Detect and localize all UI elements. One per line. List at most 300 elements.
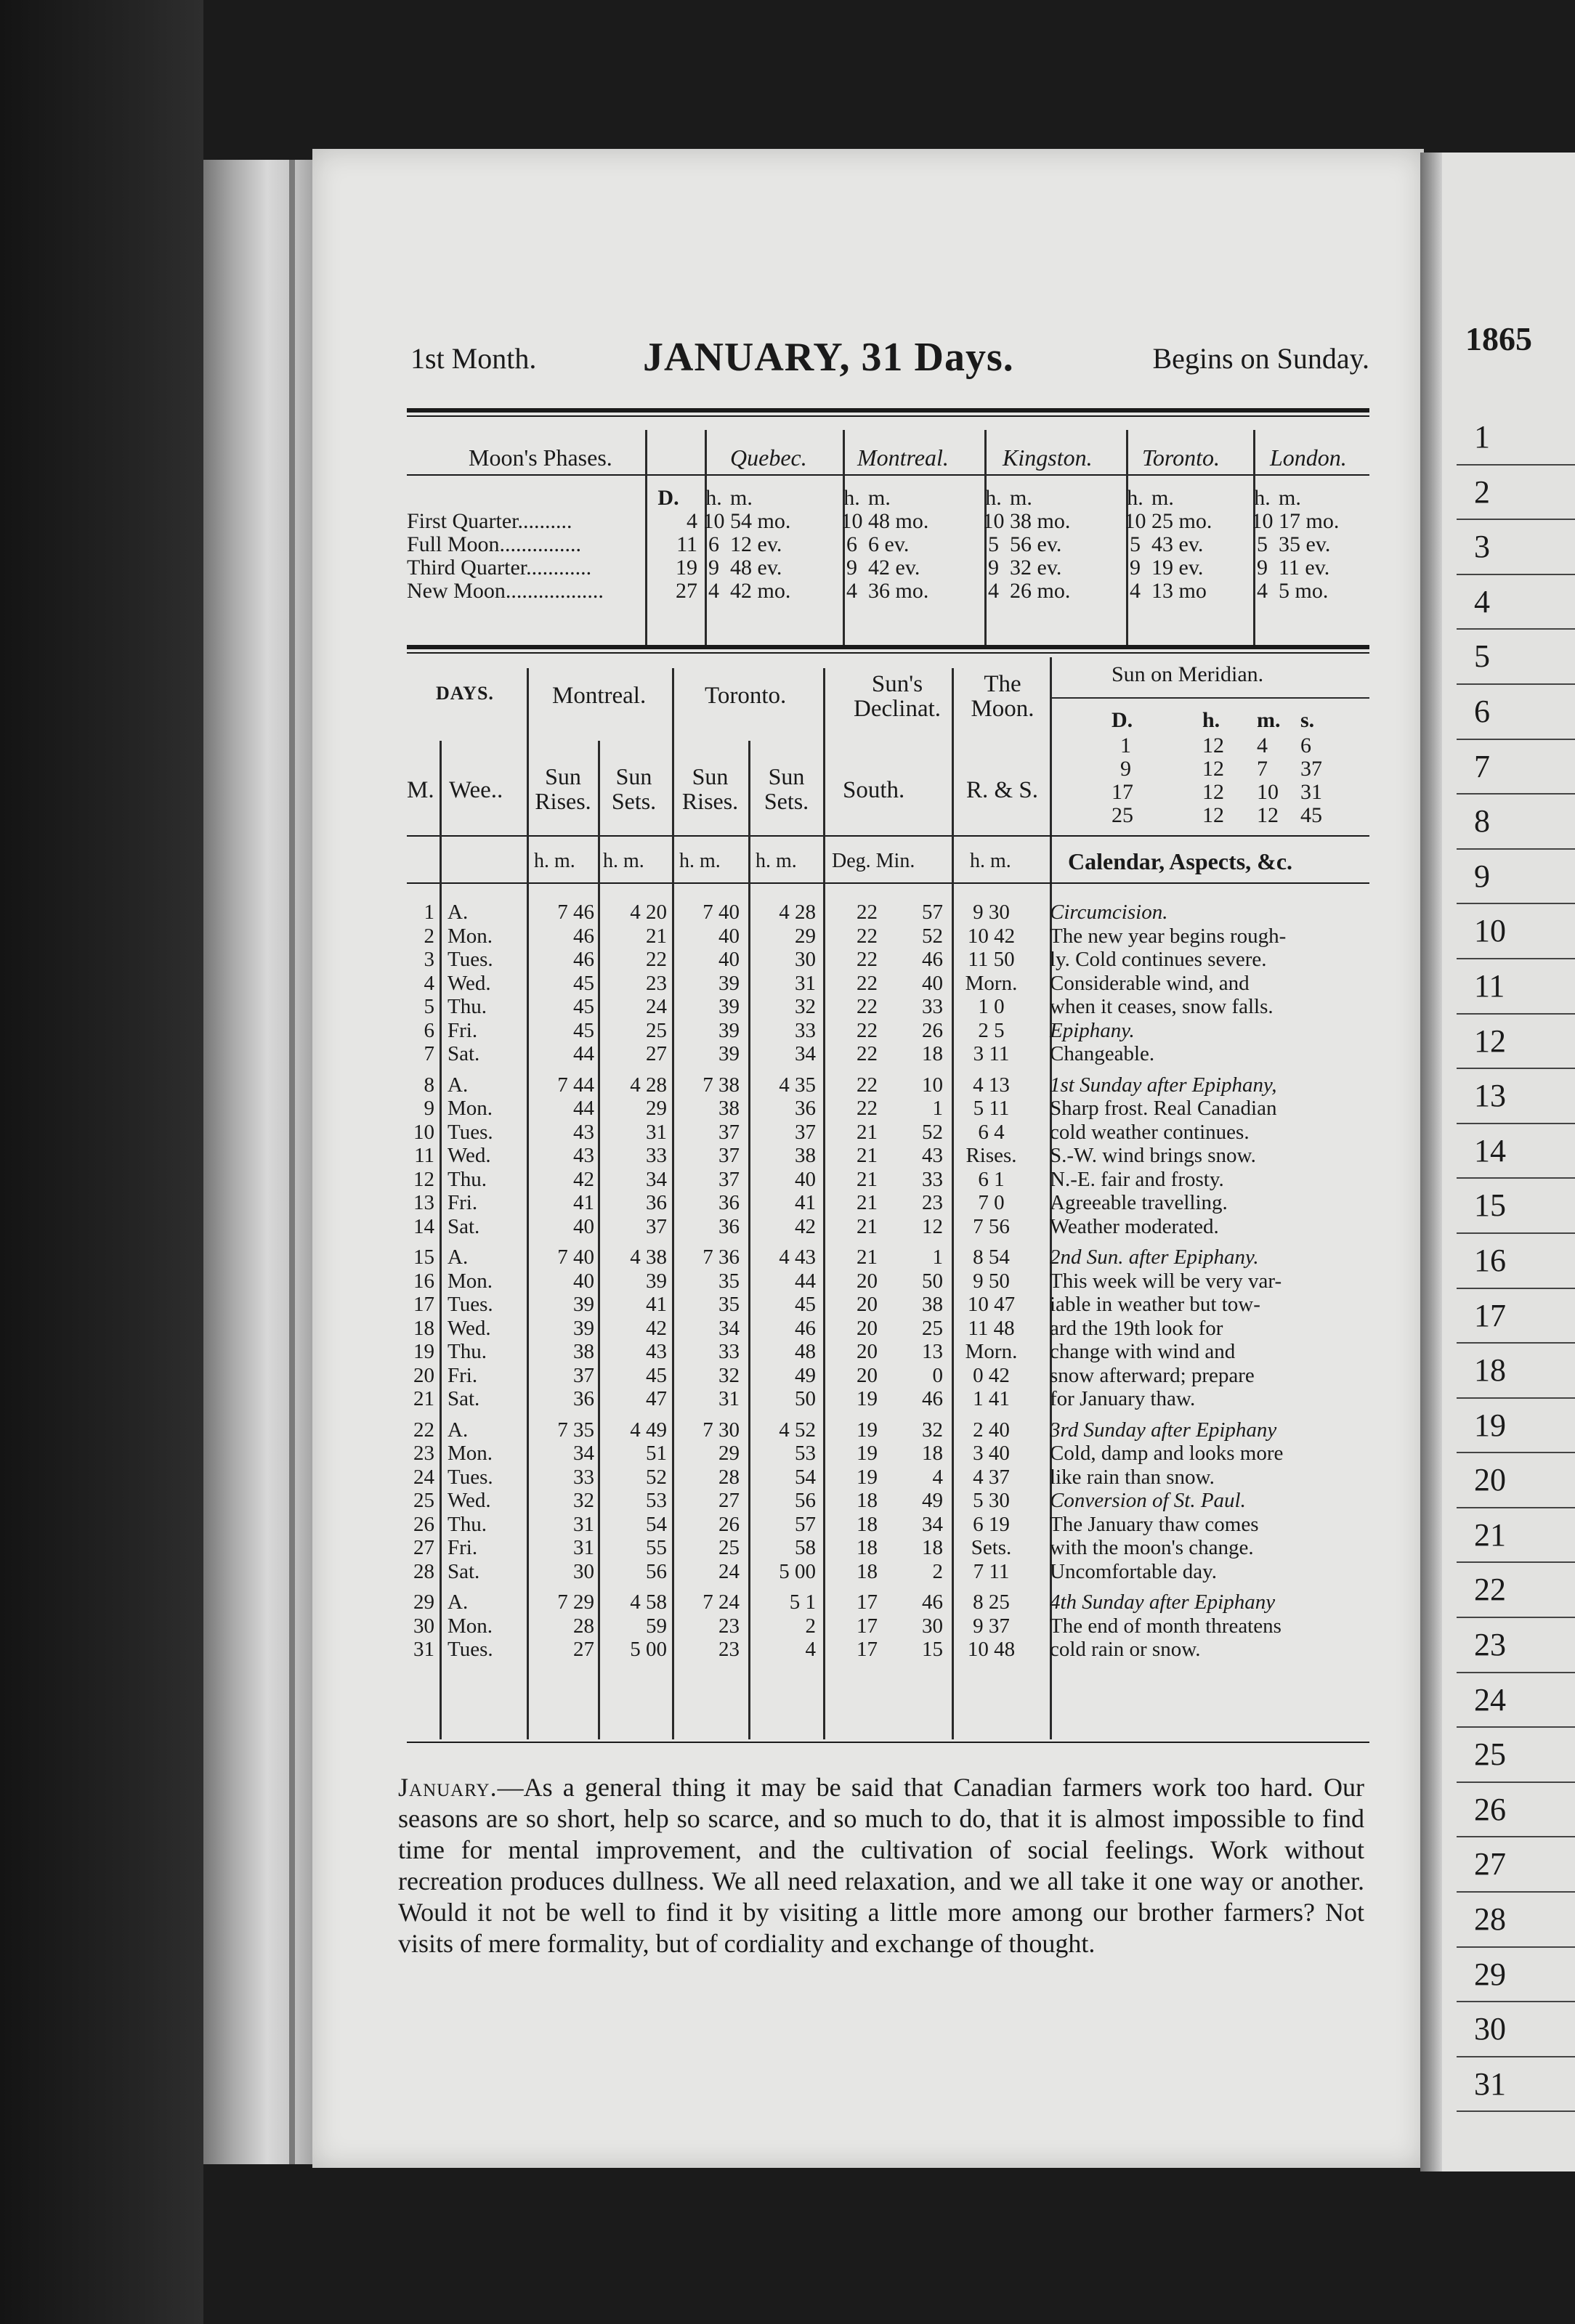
calendar-note: Circumcision. (1050, 901, 1168, 924)
montreal-rises: 43 (573, 1120, 594, 1144)
moon-phase-day: 4 (687, 509, 697, 533)
montreal-rises: 7 35 (557, 1418, 594, 1442)
city-kingston: Kingston. (1003, 444, 1093, 471)
montreal-sets: 55 (646, 1536, 667, 1559)
weekday: Tues. (448, 1293, 493, 1316)
weekday: Thu. (448, 1167, 487, 1191)
next-page-day-number: 12 (1457, 1015, 1575, 1070)
day-row (407, 1042, 1370, 1066)
begins-on: Begins on Sunday. (1152, 342, 1369, 375)
day-row (407, 948, 1370, 972)
moon-rise-set: Rises. (965, 1144, 1017, 1167)
toronto-sets: 2 (805, 1614, 816, 1638)
weekday: A. (448, 901, 469, 924)
montreal-rises: 44 (573, 1097, 594, 1120)
declination-deg: 22 (857, 901, 878, 924)
toronto-rises: 37 (718, 1167, 740, 1191)
day-of-month: 30 (413, 1614, 434, 1638)
declination-deg: 22 (857, 995, 878, 1018)
moon-unit-h: h. (705, 486, 722, 510)
day-of-month: 11 (414, 1144, 434, 1167)
toronto-rises: 39 (718, 1018, 740, 1042)
moon-phase-hour: 5 (988, 532, 999, 556)
toronto-sets: 36 (795, 1097, 816, 1120)
day-row (407, 1466, 1370, 1490)
declination-min: 57 (922, 901, 943, 924)
calendar-note: 3rd Sunday after Epiphany (1050, 1418, 1277, 1442)
montreal-rises: 28 (573, 1614, 594, 1638)
meridian-label: Sun on Meridian. (1112, 662, 1264, 686)
next-page-edge (1442, 153, 1575, 2171)
week-separator (407, 1066, 1370, 1073)
day-of-month: 13 (413, 1191, 434, 1214)
moon-header: The Moon. (971, 671, 1035, 722)
toronto-sets: 4 43 (779, 1246, 816, 1269)
toronto-sets: 49 (795, 1363, 816, 1387)
day-of-month: 10 (413, 1120, 434, 1144)
toronto-rises: 40 (718, 948, 740, 971)
day-row (407, 1293, 1370, 1317)
moon-phase-min: 11 ev. (1279, 556, 1330, 580)
moon-phase-hour: 6 (708, 532, 719, 556)
moon-rise-set: 10 47 (967, 1293, 1016, 1316)
calendar-note: The end of month threatens (1050, 1614, 1282, 1638)
declination-min: 32 (922, 1418, 943, 1442)
declination-min: 33 (922, 995, 943, 1018)
moon-phase-hour: 10 (1124, 509, 1146, 533)
calendar-note: Considerable wind, and (1050, 971, 1250, 995)
meridian-value: 37 (1300, 757, 1322, 781)
toronto-sets: 33 (795, 1018, 816, 1042)
moon-phase-name: First Quarter.......... (407, 509, 572, 533)
day-row (407, 1489, 1370, 1513)
day-of-month: 5 (424, 995, 434, 1018)
calendar-header: Calendar, Aspects, &c. (1068, 848, 1293, 874)
moon-rise-set: 3 40 (973, 1442, 1010, 1465)
moon-unit-m: m. (868, 486, 891, 510)
day-of-month: 16 (413, 1269, 434, 1293)
calendar-note: Conversion of St. Paul. (1050, 1489, 1246, 1512)
moon-rise-set: 4 37 (973, 1465, 1010, 1489)
meridian-value: 25 (1112, 803, 1133, 827)
montreal-sets: 59 (646, 1614, 667, 1638)
meridian-col-header: s. (1300, 708, 1315, 732)
montreal-sets: 4 38 (630, 1246, 667, 1269)
declination-min: 4 (932, 1465, 943, 1489)
toronto-sets: 56 (795, 1489, 816, 1512)
declination-min: 2 (932, 1559, 943, 1583)
montreal-sets: 4 20 (630, 901, 667, 924)
week-separator (407, 1238, 1370, 1246)
toronto-rises: 37 (718, 1144, 740, 1167)
declination-min: 25 (922, 1316, 943, 1340)
moon-header-rule (407, 474, 1369, 476)
declination-deg: 18 (857, 1536, 878, 1559)
moon-phase-hour: 6 (846, 532, 857, 556)
weekday: Thu. (448, 1512, 487, 1536)
weekday: Mon. (448, 1614, 493, 1638)
declination-min: 52 (922, 924, 943, 948)
weekday: Wed. (448, 1489, 491, 1512)
montreal-rises: 42 (573, 1167, 594, 1191)
declination-min: 18 (922, 1442, 943, 1465)
toronto-sets: 45 (795, 1293, 816, 1316)
day-row (407, 1246, 1370, 1269)
declination-deg: 17 (857, 1614, 878, 1638)
january-note (398, 1772, 1364, 1959)
montreal-sets: 29 (646, 1097, 667, 1120)
day-of-month: 25 (413, 1489, 434, 1512)
day-row (407, 1215, 1370, 1239)
meridian-value: 12 (1202, 803, 1224, 827)
day-row (407, 1073, 1370, 1097)
moon-rise-set: 6 19 (973, 1512, 1010, 1536)
day-row (407, 1590, 1370, 1614)
moon-bottom-rule-thin (407, 652, 1369, 654)
day-of-month: 19 (413, 1340, 434, 1363)
week-separator-cell (407, 1066, 1370, 1073)
moon-phase-min: 35 ev. (1279, 532, 1331, 556)
calendar-note: iable in weather but tow- (1050, 1293, 1260, 1316)
moon-rise-set: 7 0 (978, 1191, 1005, 1214)
weekday: Sat. (448, 1387, 480, 1410)
weekday: Sat. (448, 1214, 480, 1238)
next-page-day-number: 9 (1457, 850, 1575, 905)
moon-unit-d: D. (657, 486, 679, 510)
day-of-month: 26 (413, 1512, 434, 1536)
week-separator (407, 1583, 1370, 1590)
montreal-rises: 39 (573, 1293, 594, 1316)
moon-rise-set: 9 50 (973, 1269, 1010, 1293)
montreal-rises: 43 (573, 1144, 594, 1167)
calendar-note: This week will be very var- (1050, 1269, 1282, 1293)
day-of-month: 6 (424, 1018, 434, 1042)
toronto-rises: 23 (718, 1638, 740, 1661)
montreal-sets: 41 (646, 1293, 667, 1316)
day-of-month: 12 (413, 1167, 434, 1191)
montreal-sets: 52 (646, 1465, 667, 1489)
day-of-month: 23 (413, 1442, 434, 1465)
rs-header: R. & S. (966, 777, 1039, 803)
declination-deg: 20 (857, 1316, 878, 1340)
hm-montreal-rises: h. m. (534, 850, 575, 872)
moon-phase-name: New Moon.................. (407, 579, 604, 603)
calendar-note: cold rain or snow. (1050, 1638, 1201, 1661)
weekday: Thu. (448, 1340, 487, 1363)
declination-min: 26 (922, 1018, 943, 1042)
montreal-sets: 31 (646, 1120, 667, 1144)
weekday: A. (448, 1073, 469, 1097)
montreal-sets: 4 49 (630, 1418, 667, 1442)
moon-bottom-rule (407, 645, 1369, 649)
meridian-value: 1 (1120, 734, 1131, 757)
moon-phase-min: 13 mo (1151, 579, 1207, 603)
meridian-value: 10 (1257, 780, 1279, 804)
next-page-day-number: 25 (1457, 1728, 1575, 1783)
calendar-note: ly. Cold continues severe. (1050, 948, 1267, 971)
meridian-value: 31 (1300, 780, 1322, 804)
day-row (407, 925, 1370, 948)
scan-background (0, 0, 203, 2324)
montreal-rises: 31 (573, 1512, 594, 1536)
declination-min: 46 (922, 1590, 943, 1614)
moon-phase-min: 5 mo. (1279, 579, 1329, 603)
montreal-rises: 46 (573, 948, 594, 971)
declination-min: 43 (922, 1144, 943, 1167)
page-gutter (1420, 153, 1442, 2171)
montreal-rises: 32 (573, 1489, 594, 1512)
montreal-sets: 27 (646, 1042, 667, 1065)
day-of-month: 1 (424, 901, 434, 924)
weekday: Fri. (448, 1536, 478, 1559)
next-page-day-number: 3 (1457, 520, 1575, 575)
montreal-sets: 5 00 (630, 1638, 667, 1661)
toronto-sun-sets: Sun Sets. (764, 763, 809, 814)
calendar-note: when it ceases, snow falls. (1050, 995, 1274, 1018)
declination-deg: 20 (857, 1293, 878, 1316)
montreal-rises: 7 44 (557, 1073, 594, 1097)
meridian-value: 9 (1120, 757, 1131, 781)
moon-rise-set: 6 4 (978, 1120, 1005, 1144)
meridian-value: 45 (1300, 803, 1322, 827)
declination-min: 52 (922, 1120, 943, 1144)
calendar-note: Agreeable travelling. (1050, 1191, 1228, 1214)
montreal-sets: 4 28 (630, 1073, 667, 1097)
moon-rise-set: 2 5 (978, 1018, 1005, 1042)
declination-deg: 17 (857, 1638, 878, 1661)
declination-min: 30 (922, 1614, 943, 1638)
moon-phase-min: 32 ev. (1010, 556, 1062, 580)
montreal-header: Montreal. (552, 683, 647, 709)
declination-deg: 22 (857, 948, 878, 971)
week-separator-cell (407, 1238, 1370, 1246)
toronto-rises: 23 (718, 1614, 740, 1638)
moon-rise-set: 5 30 (973, 1489, 1010, 1512)
toronto-sets: 4 (805, 1638, 816, 1661)
meridian-col-header: D. (1112, 708, 1133, 732)
weekday: Thu. (448, 995, 487, 1018)
next-page-day-number: 29 (1457, 1948, 1575, 2003)
calendar-note: Changeable. (1050, 1042, 1155, 1065)
day-of-month: 31 (413, 1638, 434, 1661)
toronto-rises: 31 (718, 1387, 740, 1410)
montreal-sets: 53 (646, 1489, 667, 1512)
toronto-sets: 44 (795, 1269, 816, 1293)
montreal-sets: 37 (646, 1214, 667, 1238)
moon-phase-min: 17 mo. (1279, 509, 1340, 533)
toronto-sets: 57 (795, 1512, 816, 1536)
montreal-sets: 47 (646, 1387, 667, 1410)
montreal-sets: 54 (646, 1512, 667, 1536)
meridian-value: 12 (1257, 803, 1279, 827)
toronto-rises: 36 (718, 1191, 740, 1214)
weekday: Wed. (448, 1316, 491, 1340)
weekday: Fri. (448, 1191, 478, 1214)
declination-min: 18 (922, 1042, 943, 1065)
subheader-rule (407, 835, 1369, 837)
calendar-note: N.-E. fair and frosty. (1050, 1167, 1224, 1191)
day-row (407, 1144, 1370, 1168)
declination-min: 10 (922, 1073, 943, 1097)
calendar-note: 4th Sunday after Epiphany (1050, 1590, 1276, 1614)
toronto-sets: 41 (795, 1191, 816, 1214)
declination-deg: 22 (857, 1042, 878, 1065)
next-page-day-number: 5 (1457, 630, 1575, 685)
day-row (407, 1191, 1370, 1215)
calendar-note: ard the 19th look for (1050, 1316, 1223, 1340)
next-page-day-number: 15 (1457, 1179, 1575, 1234)
declination-deg: 18 (857, 1512, 878, 1536)
next-page-day-number: 13 (1457, 1069, 1575, 1124)
month-number: 1st Month. (410, 342, 537, 375)
moon-unit-m: m. (1279, 486, 1301, 510)
moon-phase-hour: 9 (1130, 556, 1141, 580)
moon-phase-hour: 10 (841, 509, 863, 533)
daily-table (407, 901, 1370, 1662)
hm-toronto-rises: h. m. (679, 850, 721, 872)
days-label: DAYS. (436, 683, 494, 704)
declination-deg: 19 (857, 1465, 878, 1489)
moon-rise-set: 6 1 (978, 1167, 1005, 1191)
moon-phase-min: 54 mo. (730, 509, 791, 533)
montreal-rises: 7 46 (557, 901, 594, 924)
day-row (407, 901, 1370, 925)
montreal-rises: 39 (573, 1316, 594, 1340)
montreal-sets: 42 (646, 1316, 667, 1340)
meridian-col-header: m. (1257, 708, 1281, 732)
data-top-rule (407, 882, 1369, 884)
book-binding (203, 160, 320, 2164)
moon-unit-h: h. (985, 486, 1002, 510)
weekday: Fri. (448, 1363, 478, 1387)
declination-min: 1 (932, 1097, 943, 1120)
moon-phase-min: 6 ev. (868, 532, 910, 556)
weekday: Tues. (448, 948, 493, 971)
toronto-sets: 58 (795, 1536, 816, 1559)
day-row (407, 972, 1370, 996)
moon-phase-min: 36 mo. (868, 579, 929, 603)
montreal-sets: 56 (646, 1559, 667, 1583)
calendar-note: 1st Sunday after Epiphany, (1050, 1073, 1277, 1097)
day-of-month: 21 (413, 1387, 434, 1410)
montreal-sets: 22 (646, 948, 667, 971)
montreal-sets: 34 (646, 1167, 667, 1191)
meridian-value: 12 (1202, 757, 1224, 781)
declination-deg: 21 (857, 1214, 878, 1238)
weekday: Wed. (448, 971, 491, 995)
montreal-sets: 25 (646, 1018, 667, 1042)
hm-moon: h. m. (970, 850, 1011, 872)
toronto-rises: 35 (718, 1269, 740, 1293)
day-of-month: 29 (413, 1590, 434, 1614)
toronto-rises: 25 (718, 1536, 740, 1559)
declination-deg: 22 (857, 1073, 878, 1097)
moon-phase-min: 56 ev. (1010, 532, 1062, 556)
moon-phase-row (407, 533, 1373, 556)
moon-rise-set: 11 50 (968, 948, 1015, 971)
week-separator-cell (407, 1411, 1370, 1418)
day-row (407, 995, 1370, 1019)
toronto-rises: 39 (718, 1042, 740, 1065)
moon-phase-min: 48 ev. (730, 556, 782, 580)
day-of-month: 24 (413, 1465, 434, 1489)
next-page-day-numbers (1457, 410, 1575, 2112)
day-row (407, 1121, 1370, 1145)
weekday: Tues. (448, 1465, 493, 1489)
next-page-day-number: 17 (1457, 1289, 1575, 1344)
next-page-day-number: 7 (1457, 740, 1575, 795)
week-separator-cell (407, 1583, 1370, 1590)
m-header: M. (407, 777, 434, 803)
day-of-month: 7 (424, 1042, 434, 1065)
toronto-sets: 4 52 (779, 1418, 816, 1442)
montreal-rises: 36 (573, 1387, 594, 1410)
montreal-sets: 36 (646, 1191, 667, 1214)
table-bottom-rule (407, 1742, 1369, 1743)
toronto-sets: 46 (795, 1316, 816, 1340)
toronto-header: Toronto. (705, 683, 787, 709)
moon-rise-set: 7 11 (973, 1559, 1010, 1583)
toronto-sets: 29 (795, 924, 816, 948)
note-lead: January. (398, 1773, 498, 1802)
day-of-month: 27 (413, 1536, 434, 1559)
moon-rise-set: 2 40 (973, 1418, 1010, 1442)
declination-deg: 21 (857, 1246, 878, 1269)
moon-phase-name: Full Moon............... (407, 532, 582, 556)
moon-phase-min: 42 mo. (730, 579, 791, 603)
toronto-rises: 7 24 (703, 1590, 740, 1614)
toronto-rises: 26 (718, 1512, 740, 1536)
day-of-month: 20 (413, 1363, 434, 1387)
day-row (407, 1340, 1370, 1364)
moon-phase-hour: 4 (1130, 579, 1141, 603)
toronto-sets: 32 (795, 995, 816, 1018)
next-page-year: 1865 (1465, 320, 1532, 357)
moon-phase-min: 42 ev. (868, 556, 920, 580)
moon-rise-set: Morn. (965, 1340, 1018, 1363)
moon-rise-set: Morn. (965, 971, 1018, 995)
moon-phase-min: 19 ev. (1151, 556, 1204, 580)
declination-min: 46 (922, 1387, 943, 1410)
moon-rise-set: 3 11 (973, 1042, 1010, 1065)
toronto-rises: 38 (718, 1097, 740, 1120)
moon-phase-row (407, 556, 1373, 580)
moon-rise-set: 1 0 (978, 995, 1005, 1018)
next-page-day-number: 14 (1457, 1124, 1575, 1179)
moon-unit-h: h. (1127, 486, 1143, 510)
day-of-month: 2 (424, 924, 434, 948)
deg-min-header: Deg. Min. (832, 850, 915, 872)
moon-units-row (407, 487, 1373, 510)
montreal-sets: 21 (646, 924, 667, 948)
moon-phase-row (407, 510, 1373, 533)
day-of-month: 8 (424, 1073, 434, 1097)
moon-phase-hour: 4 (846, 579, 857, 603)
montreal-sun-rises: Sun Rises. (535, 763, 591, 814)
declination-deg: 21 (857, 1167, 878, 1191)
montreal-rises: 41 (573, 1191, 594, 1214)
montreal-rises: 45 (573, 995, 594, 1018)
next-page-day-number: 28 (1457, 1893, 1575, 1948)
declination-min: 50 (922, 1269, 943, 1293)
moon-rise-set: 8 54 (973, 1246, 1010, 1269)
weekday: Fri. (448, 1018, 478, 1042)
declination-header: Sun's Declinat. (853, 671, 942, 722)
day-row (407, 1614, 1370, 1638)
top-rule (407, 408, 1369, 413)
day-of-month: 4 (424, 971, 434, 995)
day-of-month: 18 (413, 1316, 434, 1340)
